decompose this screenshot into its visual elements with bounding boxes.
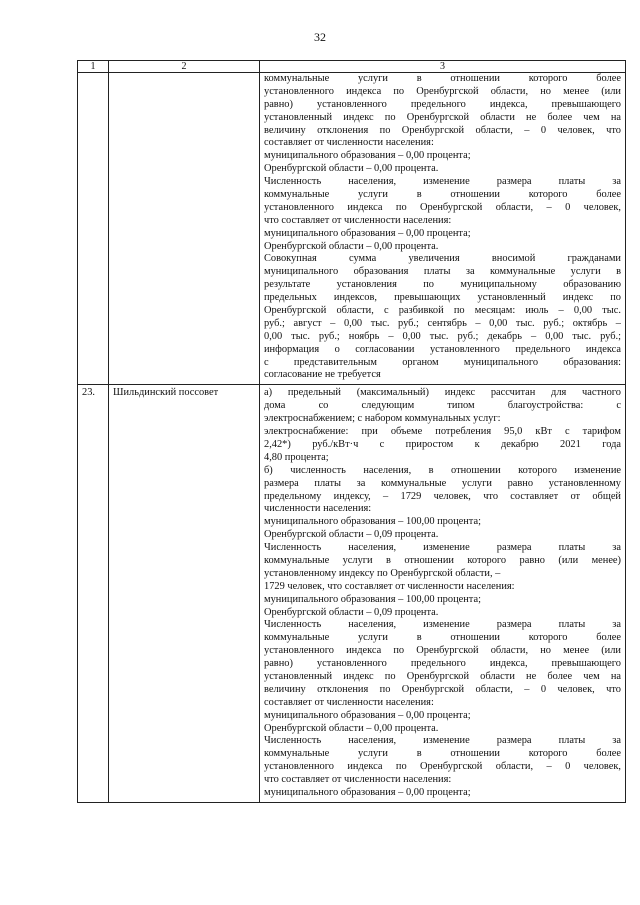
row-name [109, 73, 259, 75]
text-line: Численность населения, изменение размера платы за [264, 542, 621, 554]
header-col-2: 2 [109, 61, 260, 73]
row-number: 23. [82, 387, 95, 399]
text-line: муниципального образования – 100,00 процента; [264, 516, 481, 528]
text-line: что составляет от численности населения: [264, 214, 452, 226]
text-line: результате установления по муниципальному образованию [264, 279, 621, 291]
header-col-1: 1 [78, 61, 109, 73]
text-line: Совокупная сумма увеличения вносимой гражданами [264, 253, 621, 265]
table-row [78, 385, 626, 803]
text-line: составляет от численности населения: [264, 696, 434, 708]
table-row [78, 73, 626, 385]
text-line: равно) установленного предельного индекса, превышающего [264, 98, 621, 110]
row-content-cell [260, 385, 626, 803]
text-line: электроснабжением; с набором коммунальных услуг: [264, 413, 501, 425]
text-line: Численность населения, изменение размера платы за [264, 619, 621, 631]
row-content [260, 73, 625, 384]
text-line: установленный индекс по Оренбургской области не более чем на [264, 670, 621, 682]
row-content-cell [260, 73, 626, 385]
text-line: б) численность населения, в отношении которого изменение [264, 464, 621, 476]
text-line: Оренбургской области – 0,00 процента. [264, 163, 439, 175]
text-line: 4,80 процента; [264, 451, 329, 463]
text-line: муниципального образования платы за коммунальные услуги в [264, 266, 621, 278]
row-name-cell [109, 73, 260, 385]
page-number: 32 [314, 30, 326, 44]
text-line: муниципального образования – 100,00 процента; [264, 593, 481, 605]
text-line: установленному индексу по Оренбургской области, – [264, 567, 501, 579]
text-line: предельному индексу, – 1729 человек, что составляет от общей [264, 490, 621, 502]
row-number [78, 73, 108, 75]
row-content [260, 385, 625, 802]
text-line: муниципального образования – 0,00 процента; [264, 227, 471, 239]
table-header-row [78, 61, 626, 73]
text-line: Оренбургской области – 0,00 процента. [264, 722, 439, 734]
text-line: Оренбургской области, с разбивкой по месяцам: июль – 0,00 тыс. [264, 305, 621, 317]
row-number-cell [78, 73, 109, 385]
text-line: Оренбургской области – 0,09 процента. [264, 529, 439, 541]
text-line: размера платы за коммунальные услуги равно установленному [264, 477, 621, 489]
text-line: коммунальные услуги в отношении которого равно (или менее) [264, 554, 621, 566]
row-number-cell [78, 385, 109, 803]
text-line: численности населения: [264, 503, 372, 515]
text-line: согласование не требуется [264, 369, 381, 381]
text-line: руб.; август – 0,00 тыс. руб.; сентябрь – 0,00 тыс. руб.; октябрь – [264, 317, 621, 329]
text-line: коммунальные услуги в отношении которого более [264, 73, 621, 84]
text-line: электроснабжение: при объеме потребления 95,0 кВт с тарифом [264, 426, 621, 438]
text-line: установленного индекса по Оренбургской области, но менее (или [264, 645, 621, 657]
text-line: что составляет от численности населения: [264, 774, 452, 786]
text-line: информация о согласовании установленного предельного индекса [264, 343, 621, 355]
text-line: Оренбургской области – 0,00 процента. [264, 240, 439, 252]
text-line: установленный индекс по Оренбургской области не более чем на [264, 111, 621, 123]
row-name-cell [109, 385, 260, 803]
text-line: величину отклонения по Оренбургской области, – 0 человек, что [264, 683, 621, 695]
text-line: Оренбургской области – 0,09 процента. [264, 606, 439, 618]
text-line: Численность населения, изменение размера платы за [264, 735, 621, 747]
text-line: с представительным органом муниципального образования: [264, 356, 621, 368]
text-line: величину отклонения по Оренбургской области, – 0 человек, что [264, 124, 621, 136]
row-name: Шильдинский поссовет [113, 387, 219, 399]
text-line: равно) установленного предельного индекса, превышающего [264, 658, 621, 670]
text-line: предельных индексов, превышающих установленный индекс по [264, 292, 621, 304]
text-line: муниципального образования – 0,00 процента; [264, 709, 471, 721]
text-line: муниципального образования – 0,00 процента; [264, 786, 471, 798]
text-line: коммунальные услуги в отношении которого более [264, 632, 621, 644]
text-line: коммунальные услуги в отношении которого более [264, 189, 621, 201]
text-line: установленного индекса по Оренбургской области, но менее (или [264, 85, 621, 97]
text-line: установленного индекса по Оренбургской области, – 0 человек, [264, 201, 621, 213]
header-col-3: 3 [260, 61, 626, 73]
text-line: 0,00 тыс. руб.; ноябрь – 0,00 тыс. руб.; декабрь – 0,00 тыс. руб.; [264, 330, 621, 342]
text-line: коммунальные услуги в отношении которого более [264, 748, 621, 760]
text-line: а) предельный (максимальный) индекс рассчитан для частного [264, 387, 621, 399]
text-line: 1729 человек, что составляет от численности населения: [264, 580, 515, 592]
text-line: муниципального образования – 0,00 процента; [264, 150, 471, 162]
text-line: установленного индекса по Оренбургской области, – 0 человек, [264, 761, 621, 773]
data-table [77, 60, 626, 803]
text-line: Численность населения, изменение размера платы за [264, 176, 621, 188]
text-line: 2,42*) руб./кВт·ч с приростом к декабрю 2021 года [264, 438, 621, 450]
text-line: дома со следующим типом благоустройства: с [264, 400, 621, 412]
text-line: составляет от численности населения: [264, 137, 434, 149]
